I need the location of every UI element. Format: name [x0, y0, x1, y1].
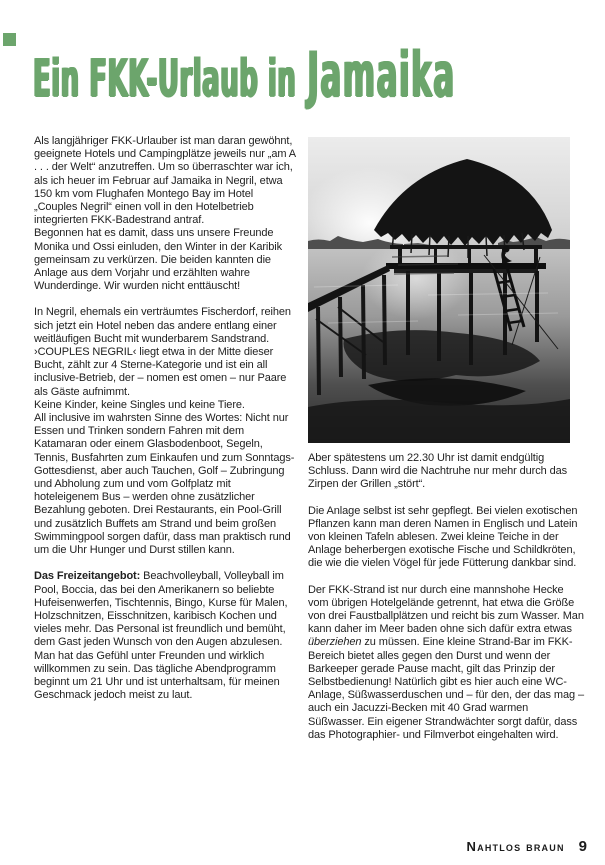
- right-text-column: [308, 452, 584, 742]
- page-number: 9: [578, 838, 587, 855]
- pier-hut-photo-illustration: [308, 137, 570, 443]
- paragraph-text: Keine Kinder, keine Singles und keine Tiere.: [34, 398, 245, 411]
- paragraph-lead-bold: Das Freizeitangebot:: [34, 570, 141, 583]
- paragraph-text: Begonnen hat es damit, dass uns unsere Freunde Monika und Ossi einluden, den Winter in der Karibik gemeinsam zu verkürzen. Die beiden kannten die Anlage aus dem Vorjahr und erzählten wahre Wunderdinge. Wir wurden nicht enttäuscht!: [34, 227, 283, 293]
- page-footer: [467, 838, 587, 855]
- article-title: [33, 38, 456, 111]
- paragraph-text: Der FKK-Strand ist nur durch eine mannshohe Hecke vom übrigen Hotelgelände getrennt, hat etwa die Größe von drei Faustballplätzen und reicht bis zum Wasser. Man kann daher im Meer baden ohne sich dafür extra etwas: [308, 583, 584, 636]
- paragraph-text: Die Anlage selbst ist sehr gepflegt. Bei vielen exotischen Pflanzen kann man deren Namen in Englisch und Latein von kleinen Tafeln ablesen. Zwei kleine Teiche in der Anlage beherbergen exotische Fische und Schildkröten, die wie die vielen Vögel für jede Fütterung dankbar sind.: [308, 504, 578, 570]
- paragraph-text: Als langjähriger FKK-Urlauber ist man daran gewöhnt, geeignete Hotels und Campingplätze jeweils nur „am A . . . der Welt“ anzutreffen. Um so überraschter war ich, als ich heuer im Februar auf Jamaika in Negril, etwa 150 km vom Flughafen Montego Bay im Hotel „Couples Negril“ einen voll in den Hotelbetrieb integrierten FKK-Badestrand antraf.: [34, 135, 296, 227]
- paragraph-text: Beachvolleyball, Volleyball im Pool, Boccia, das bei den Amerikanern so beliebte Hufeisenwerfen, Tischtennis, Bingo, Kurse für Malen, Holzschnitzen, Eisschnitzen, karibisch Kochen und vieles mehr. Das Personal ist freundlich und bemüht, dem Gast jeden Wunsch von den Augen abzulesen. Man hat das Gefühl unter Freunden und wirklich willkommen zu sein. Das tägliche Abendprogramm beginnt um 21 Uhr und ist unterhaltsam, für meinen Geschmack jedoch meist zu laut.: [34, 570, 288, 702]
- paragraph-italic-text: überziehen: [308, 636, 362, 649]
- paragraph: [308, 584, 584, 742]
- paragraph-text: In Negril, ehemals ein verträumtes Fischerdorf, reihen sich jetzt ein Hotel neben das andere entlang einer weitläufigen Bucht mit wunderbarem Sandstrand. ›COUPLES NEGRIL‹ liegt etwa in der Mitte dieser Bucht, zählt zur 4 Sterne-Kategorie und ist ein all inclusive-Betrieb, der – nomen est omen – nur Paare als Gäste aufnimmt.: [34, 306, 291, 398]
- paragraph: [308, 505, 584, 571]
- paragraph-text: Aber spätestens um 22.30 Uhr ist damit endgültig Schluss. Dann wird die Nachtruhe nur mehr durch das Zirpen der Grillen „stört“.: [308, 452, 568, 491]
- paragraph: [34, 399, 296, 412]
- pier-hut-photo: [308, 137, 570, 443]
- left-text-column: [34, 135, 296, 702]
- paragraph-text: All inclusive im wahrsten Sinne des Wortes: Nicht nur Essen und Trinken sondern Fahren mit dem Katamaran oder einem Glasbodenboot, Segeln, Tennis, Busfahrten zum Einkaufen und zum Sonntags-Gottesdienst, aber auch Tauchen, Golf – Zubringung und Abholung zum und vom Golfplatz mit hoteleigenem Bus – werden ohne zusätzlicher Bezahlung geboten. Drei Restaurants, ein Pool-Grill und zusätzlich Buffets am Strand und beim großen Swimmingpool sorgen dafür, dass man praktisch rund um die Uhr Hunger und Durst stillen kann.: [34, 412, 295, 557]
- paragraph: [34, 306, 296, 398]
- paragraph: [34, 227, 296, 293]
- paragraph-text: zu müssen. Eine kleine Strand-Bar im FKK-Bereich bietet alles gegen den Durst und wenn der Barkeeper gerade Pause macht, gilt das Prinzip der Selbstbedienung! Natürlich gibt es hier auch eine WC-Anlage, Süßwasserduschen und – für den, der das mag – auch ein Jacuzzi-Becken mit 40 Grad warmen Süßwasser. Ein eigener Strandwächter sorgt dafür, dass das Photographier- und Filmverbot eingehalten wird.: [308, 636, 584, 741]
- magazine-name: Nahtlos braun: [466, 839, 565, 854]
- paragraph: [308, 452, 584, 492]
- paragraph: [34, 570, 296, 702]
- paragraph: [34, 412, 296, 557]
- article-title-text: Ein FKK-Urlaub in: [33, 49, 297, 109]
- accent-square: [3, 33, 16, 46]
- article-title-place: Jamaika: [307, 38, 456, 111]
- paragraph: [34, 135, 296, 227]
